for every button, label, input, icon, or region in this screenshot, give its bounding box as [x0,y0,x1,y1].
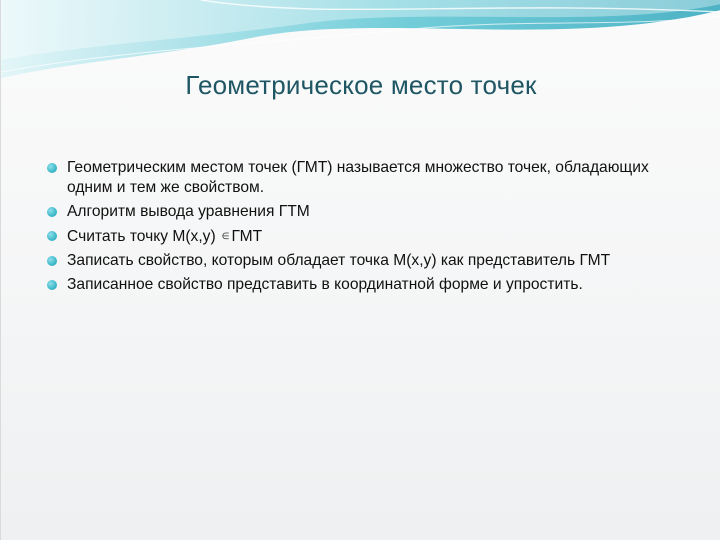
bullet-item [45,251,685,271]
bullet-text: Алгоритм вывода уравнения ГТМ [67,203,310,220]
bullet-icon [47,207,57,217]
bullet-list [45,158,685,299]
bullet-item [45,275,685,295]
header-wave-decoration [1,0,720,80]
bullet-item [45,202,685,222]
bullet-icon [47,280,57,290]
slide-title: Геометрическое место точек [185,70,537,100]
bullet-text: Записанное свойство представить в координатной форме и упростить. [67,276,583,293]
bullet-icon [47,256,57,266]
bullet-text: Записать свойство, которым обладает точка M(x,y) как представитель ГМТ [67,252,611,269]
bullet-text: ГМТ [231,228,263,245]
element-of-symbol: ∈ [221,231,230,241]
bullet-text: Считать точку M(x,y) [67,228,216,245]
bullet-icon [47,231,57,241]
bullet-icon [47,163,57,173]
bullet-text: Геометрическим местом точек (ГМТ) называется множество точек, обладающих одним и тем же свойством. [67,159,649,196]
bullet-item [45,226,685,247]
bullet-item [45,158,685,198]
